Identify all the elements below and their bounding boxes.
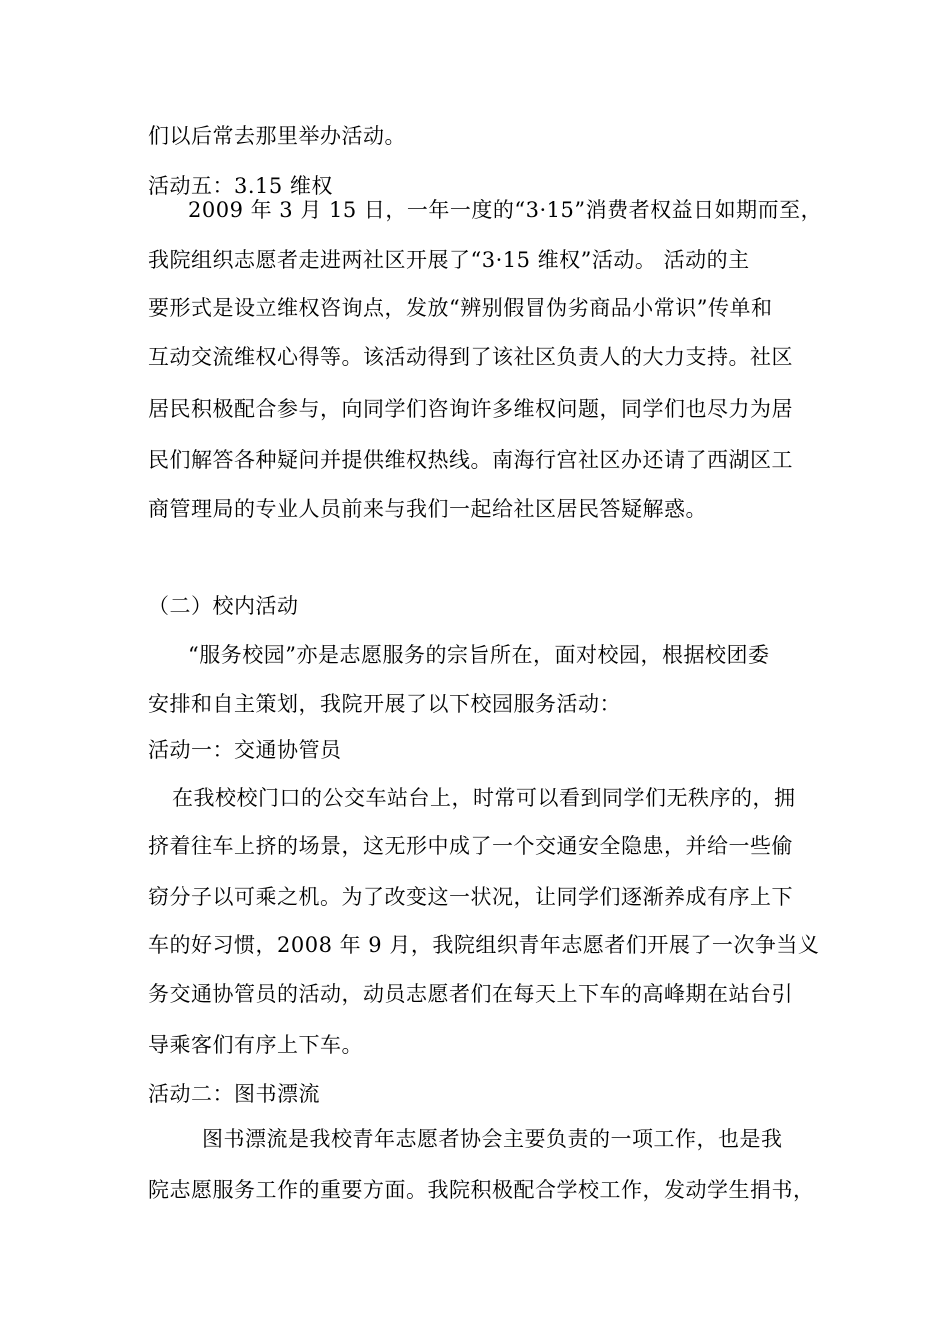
text-line: 我院组织志愿者走进两社区开展了“3·15 维权”活动。 活动的主 bbox=[148, 248, 750, 272]
text-line: 居民积极配合参与，向同学们咨询许多维权问题，同学们也尽力为居 bbox=[148, 397, 793, 421]
text-line: 安排和自主策划，我院开展了以下校园服务活动： bbox=[148, 692, 621, 716]
text-line: “服务校园”亦是志愿服务的宗旨所在，面对校园，根据校团委 bbox=[188, 643, 770, 667]
text-line: 务交通协管员的活动，动员志愿者们在每天上下车的高峰期在站台引 bbox=[148, 982, 793, 1006]
text-line: 们以后常去那里举办活动。 bbox=[148, 124, 406, 148]
text-line: 挤着往车上挤的场景，这无形中成了一个交通安全隐患，并给一些偷 bbox=[148, 834, 793, 858]
text-line: 2009 年 3 月 15 日，一年一度的“3·15”消费者权益日如期而至， bbox=[188, 198, 823, 222]
text-line: 院志愿服务工作的重要方面。我院积极配合学校工作，发动学生捐书， bbox=[148, 1178, 815, 1202]
text-line: 商管理局的专业人员前来与我们一起给社区居民答疑解惑。 bbox=[148, 497, 707, 521]
text-line: 导乘客们有序上下车。 bbox=[148, 1033, 363, 1057]
activity-heading: 活动二：图书漂流 bbox=[148, 1082, 320, 1106]
section-heading: （二）校内活动 bbox=[148, 594, 299, 618]
text-line: 车的好习惯，2008 年 9 月，我院组织青年志愿者们开展了一次争当义 bbox=[148, 933, 820, 957]
text-line: 互动交流维权心得等。该活动得到了该社区负责人的大力支持。社区 bbox=[148, 345, 793, 369]
text-line: 要形式是设立维权咨询点，发放“辨别假冒伪劣商品小常识”传单和 bbox=[148, 296, 773, 320]
activity-heading: 活动五：3.15 维权 bbox=[148, 174, 333, 198]
activity-heading: 活动一：交通协管员 bbox=[148, 738, 342, 762]
text-line: 在我校校门口的公交车站台上，时常可以看到同学们无秩序的，拥 bbox=[172, 786, 796, 810]
text-line: 窃分子以可乘之机。为了改变这一状况，让同学们逐渐养成有序上下 bbox=[148, 885, 793, 909]
text-line: 图书漂流是我校青年志愿者协会主要负责的一项工作，也是我 bbox=[202, 1127, 783, 1151]
text-line: 民们解答各种疑问并提供维权热线。南海行宫社区办还请了西湖区工 bbox=[148, 448, 793, 472]
